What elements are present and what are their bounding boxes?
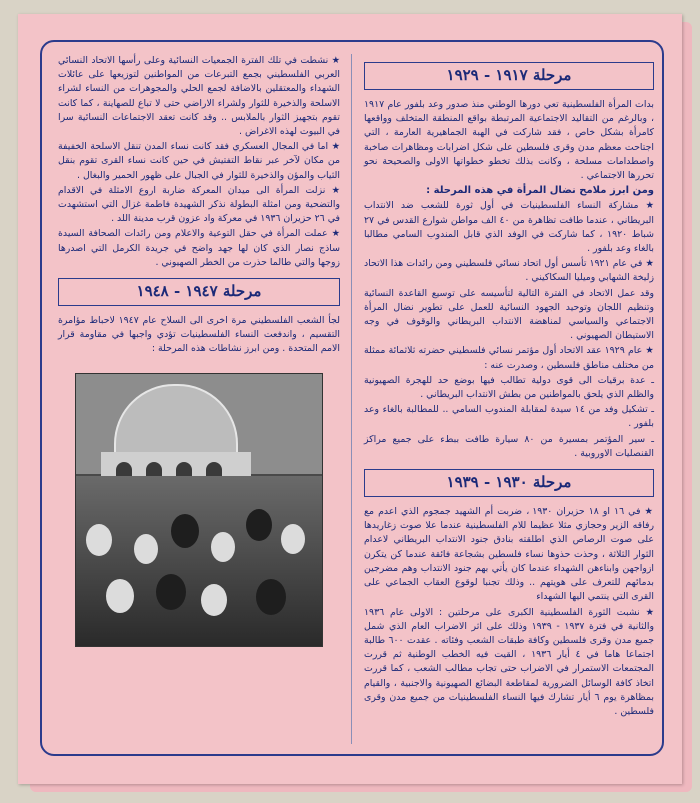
heading-1930-1939: مرحلة ١٩٣٠ - ١٩٣٩	[364, 469, 654, 497]
list-item: ـ تشكيل وفد من ١٤ سيدة لمقابلة المندوب السامي .. للمطالبة بالغاء وعد بلفور .	[364, 404, 654, 430]
paragraph: ★ نزلت المرأة الى ميدان المعركة ضاربة اروع الامثلة في الاقدام والتضحية ومن امثلة البطولة نذكر الشهيدة فاطمة غزال التي استشهدت في ٢٦ حزيران ١٩٣٦ في معركة واد عزون قرب مدينة اللد .	[58, 184, 340, 225]
list-item: ـ عدة برقيات الى قوى دولية تطالب فيها بوضع حد للهجرة الصهيونية والظلم الذي يلحق بالمواطنين من بطش الانتداب البريطاني .	[364, 374, 654, 401]
list-item: ـ سير المؤتمر بمسيرة من ٨٠ سيارة طافت ببطء على جميع مراكز القنصليات الاوروبية .	[364, 433, 654, 459]
paragraph: ★ نشبت الثورة الفلسطينية الكبرى على مرحلتين : الاولى عام ١٩٣٦ والثانية في فترة ١٩٣٧ - ١٩٣٩ وذلك على اثر الاضراب العام الذي شمل جميع مدن وقرى فلسطين وكافة طبقات الشعب وفئاته . عقدت ٦٠٠ طالبة اجتماعا هاما في ٤ أيار ١٩٣٦ ، القيت فيه الخطب الوطنية ثم قررت المجتمعات الاستمرار في الاضراب حتى تجاب مطالب الشعب ، كما قررت اتخاذ كافة الوسائل الضرورية لمقاطعة البضائع الصهيونية والاجنبية ، والقيام بمظاهرة يوم ٦ أيار تشارك فيها النساء الفلسطينيات من جميع مدن وقرى فلسطين .	[364, 606, 654, 717]
protest-photo	[75, 373, 323, 647]
paragraph: ★ اما في المجال العسكري فقد كانت نساء المدن تنقل الاسلحة الخفيفة من مكان لآخر عبر نقاط التفتيش في حين كانت نساء القرى تقوم بنقل الثياب والمؤن والذخيرة للثوار في الجبال على ظهور الحمير والبغال .	[58, 141, 340, 181]
heading-1917-1929: مرحلة ١٩١٧ - ١٩٢٩	[364, 62, 654, 90]
paragraph: ★ عام ١٩٢٩ عقد الاتحاد أول مؤتمر نسائي فلسطيني حضرته ثلاثمائة ممثلة من مختلف مناطق فلسطين ، وصدرت عنه :	[364, 345, 655, 371]
paragraph: وقد عمل الاتحاد في الفترة التالية لتأسيسه على توسيع القاعدة النسائية وتنظيم اللجان وتوحيد الجهود النسائية للعمل على تطوير نضال المرأة الاجتماعي والسياسي لمناهضة الانتداب البريطاني والوقوف في وجه الاستيطان الصهيوني .	[364, 287, 654, 342]
paragraph: ★ نشطت في تلك الفترة الجمعيات النسائية وعلى رأسها الاتحاد النسائي العربي الفلسطيني بجمع التبرعات من المواطنين لتوزيعها على عائلات الشهداء والمعتقلين بالاضافة لجمع الحلي والمجوهرات من النساء لشراء الاسلحة والذخيرة للثوار ولشراء الاراضي حتى لا تباع للصهاينة ، كما كانت تقوم بتجهيز الثوار بالملابس .. وقد كانت تعقد الاجتماعات النسائية سرا في البيوت لهذه الاغراض .	[58, 55, 340, 138]
intro-paragraph: بدات المرأة الفلسطينية تعي دورها الوطني منذ صدور وعد بلفور عام ١٩١٧ ، وبالرغم من التقاليد الاجتماعية المرتبطة بواقع المنطقة المتخلف وواقعها كامرأة بشكل خاص ، فقد شاركت في الهبة الجماهيرية العارمة ، التي اجتاحت معظم مدن وقرى فلسطين على شكل اضرابات ومظاهرات صاخبة واصطدامات مسلحة ، وكانت بذلك تخطو خطواتها الاولى والصحيحة نحو تحررها الاجتماعي .	[364, 99, 654, 182]
paragraph: ★ في ١٦ او ١٨ حزيران ١٩٣٠ ، ضربت أم الشهيد جمجوم الذي اعدم مع رفاقه الزير وحجازي مثلا عظيما للام الفلسطينية عندما علا صوت زغاريدها على صوت الرصاص الذي اطلقته بنادق جنود الانتداب البريطاني لاعدام الثوار الثلاثة ، وحذت حذوها نساء فلسطين بشجاعة فائقة عندما كن يتكرن ازواجهن وابناءهن الشهداء عندما كان يأتي بهم جنود الانتداب وهم مضرجين بدمائهم للتعرف على هويتهم .. وذلك تجنبا لوقوع العقاب الجماعي على القرى التي ينتمي اليها الشهداء	[364, 506, 655, 603]
paragraph: ★ عملت المرأة في حقل التوعية والاعلام ومن رائدات الصحافة السيدة ساذج نصار الذي كان لها جهد واضح في جريدة الكرمل التي اصدرها زوجها والتي طالما حذرت من الخطر الصهيوني .	[58, 228, 340, 268]
right-column	[364, 54, 654, 720]
left-column	[58, 54, 340, 647]
heading-1947-1948: مرحلة ١٩٤٧ - ١٩٤٨	[58, 278, 340, 306]
paragraph: لجأ الشعب الفلسطيني مرة اخرى الى السلاح عام ١٩٤٧ لاحباط مؤامرة التقسيم ، واندفعت النساء الفلسطينيات تؤدي واجبها في مقاومة قرار الامم المتحدة . ومن ابرز نشاطات هذه المرحلة :	[58, 315, 340, 355]
section-subheading: ومن ابرز ملامح نضال المرأة في هذه المرحلة :	[426, 185, 654, 197]
pamphlet-page	[18, 14, 682, 784]
paragraph: ★ في عام ١٩٢١ تأسس أول اتحاد نسائي فلسطيني ومن رائدات هذا الاتحاد زليخة الشهابي وميليا السكاكيني .	[364, 258, 654, 284]
column-divider	[351, 54, 352, 744]
crowd-of-women	[76, 476, 322, 646]
paragraph: ★ مشاركة النساء الفلسطينيات في أول ثورة للشعب ضد الانتداب البريطاني ، عندما طافت تظاهرة من ٤٠ الف مواطن شوارع القدس في ٢٧ شباط ١٩٢٠ ، كما شاركت في الوفد الذي قابل المندوب السامي مطالبا بالغاء وعد بلفور .	[364, 200, 654, 255]
